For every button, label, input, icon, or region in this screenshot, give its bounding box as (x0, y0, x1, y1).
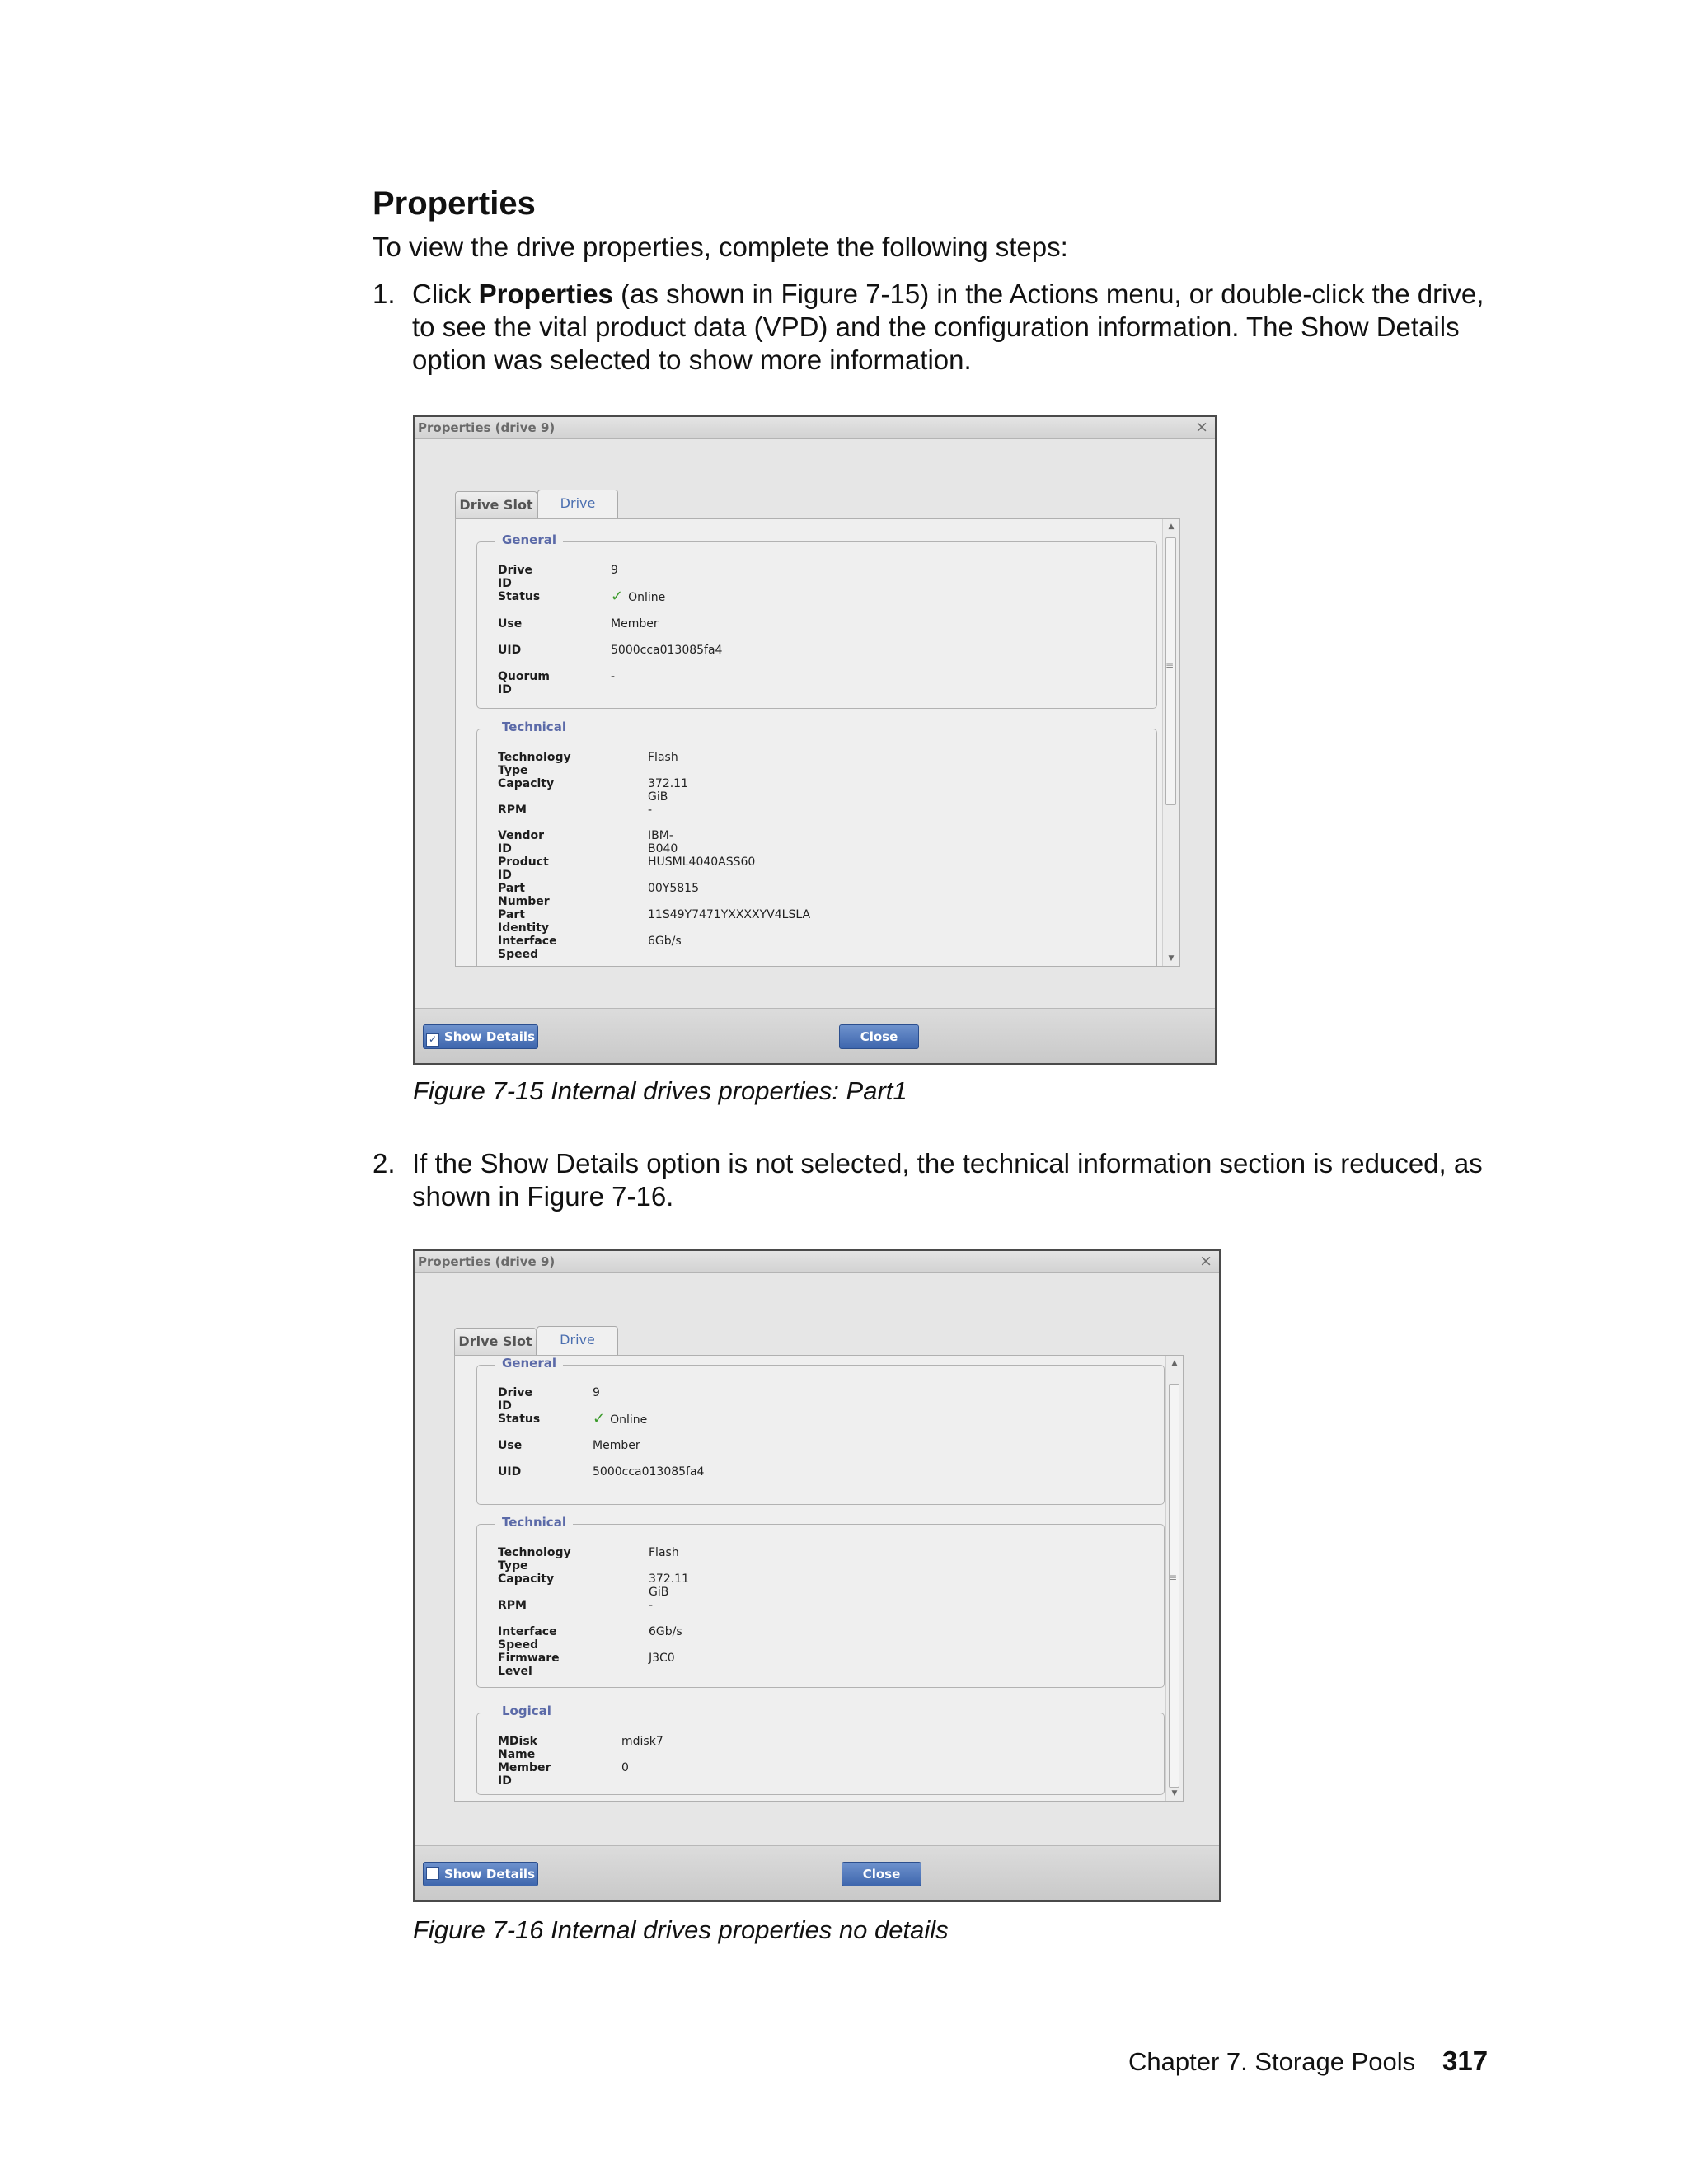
tab-drive-slot[interactable]: Drive Slot (454, 1328, 537, 1356)
page-number: 317 (1442, 2046, 1489, 2076)
tab-drive[interactable]: Drive (537, 1326, 618, 1357)
checkbox-unchecked-icon (426, 1867, 439, 1880)
show-details-checkbox[interactable]: Show Details (423, 1862, 538, 1886)
step-2 (373, 1147, 1493, 1217)
general-title: General (495, 1356, 563, 1371)
close-button[interactable]: Close (839, 1024, 919, 1049)
scroll-grip-icon: ≡ (1165, 659, 1175, 671)
dialog-title: Properties (drive 9) (418, 1254, 556, 1269)
figure-7-15-caption: Figure 7-15 Internal drives properties: Part1 (413, 1076, 907, 1105)
intro-text: To view the drive properties, complete the following steps: (373, 232, 1068, 262)
dialog-titlebar (415, 1251, 1219, 1273)
drive-properties-pane (454, 1355, 1184, 1802)
properties-emphasis: Properties (478, 279, 613, 309)
properties-dialog-no-details (413, 1249, 1221, 1902)
close-icon[interactable]: × (1199, 1252, 1212, 1270)
general-group: General Drive ID 9 Status ✓ Online Use Member UID 5000cca013085fa4 (476, 1365, 1165, 1505)
vertical-scrollbar[interactable] (1165, 1356, 1183, 1801)
scroll-up-icon[interactable]: ▲ (1171, 1359, 1178, 1367)
general-title: General (495, 532, 563, 547)
status-value: Online (610, 1413, 648, 1427)
properties-dialog-with-details (413, 415, 1217, 1065)
scroll-thumb[interactable] (1169, 1384, 1179, 1788)
show-details-checkbox[interactable]: ✓ Show Details (423, 1024, 538, 1049)
logical-group: Logical MDisk Name mdisk7 Member ID 0 (476, 1713, 1165, 1795)
technical-group: Technical Technology Type Flash Capacity 372.11 GiB RPM - Vendor ID IBM-B040 Product ID HUSML4040ASS60 Part Number 00Y5815 Part Identity 11S49Y7471YXXXXYV4LSLA Interface Speed 6Gb/s (476, 729, 1157, 967)
footer-chapter: Chapter 7. Storage Pools (1128, 2047, 1416, 2076)
dialog-title: Properties (drive 9) (418, 420, 556, 435)
tab-drive-slot[interactable]: Drive Slot (455, 491, 537, 519)
checkbox-checked-icon: ✓ (426, 1033, 439, 1047)
figure-7-16-caption: Figure 7-16 Internal drives properties no details (413, 1915, 949, 1944)
drive-properties-pane (455, 518, 1180, 967)
general-group: General Drive ID 9 Status ✓ Online Use Member UID 5000cca013085fa4 Quorum ID - (476, 541, 1157, 709)
close-button[interactable]: Close (842, 1862, 921, 1886)
scroll-up-icon[interactable]: ▲ (1168, 523, 1175, 531)
status-value: Online (628, 591, 666, 604)
tab-drive[interactable]: Drive (537, 490, 618, 520)
dialog-button-bar (415, 1845, 1219, 1900)
check-icon: ✓ (593, 1410, 606, 1427)
step-1 (373, 278, 1493, 381)
scroll-down-icon[interactable]: ▼ (1168, 954, 1175, 963)
step-2-text: If the Show Details option is not selected, the technical information section is reduced, as shown in Figure 7-16. (412, 1148, 1483, 1212)
close-icon[interactable]: × (1195, 418, 1208, 436)
step-1-number: 1. (373, 279, 396, 309)
step-1-text: Click Properties (as shown in Figure 7-15) in the Actions menu, or double-click the drive, to see the vital product data (VPD) and the configuration information. The Show Details option was selected to show more information. (412, 279, 1484, 375)
section-heading: Properties (373, 185, 536, 222)
logical-title: Logical (495, 1704, 558, 1718)
scroll-thumb[interactable] (1165, 537, 1176, 805)
scroll-down-icon[interactable]: ▼ (1171, 1789, 1178, 1797)
scroll-grip-icon: ≡ (1169, 1572, 1178, 1583)
dialog-button-bar (415, 1008, 1215, 1063)
technical-group: Technical Technology Type Flash Capacity 372.11 GiB RPM - Interface Speed 6Gb/s Firmware Level J3C0 (476, 1524, 1165, 1688)
vertical-scrollbar[interactable] (1162, 519, 1179, 966)
step-2-number: 2. (373, 1148, 396, 1179)
technical-title: Technical (495, 719, 573, 734)
check-icon: ✓ (611, 588, 624, 605)
dialog-titlebar (415, 417, 1215, 439)
technical-title: Technical (495, 1515, 573, 1530)
